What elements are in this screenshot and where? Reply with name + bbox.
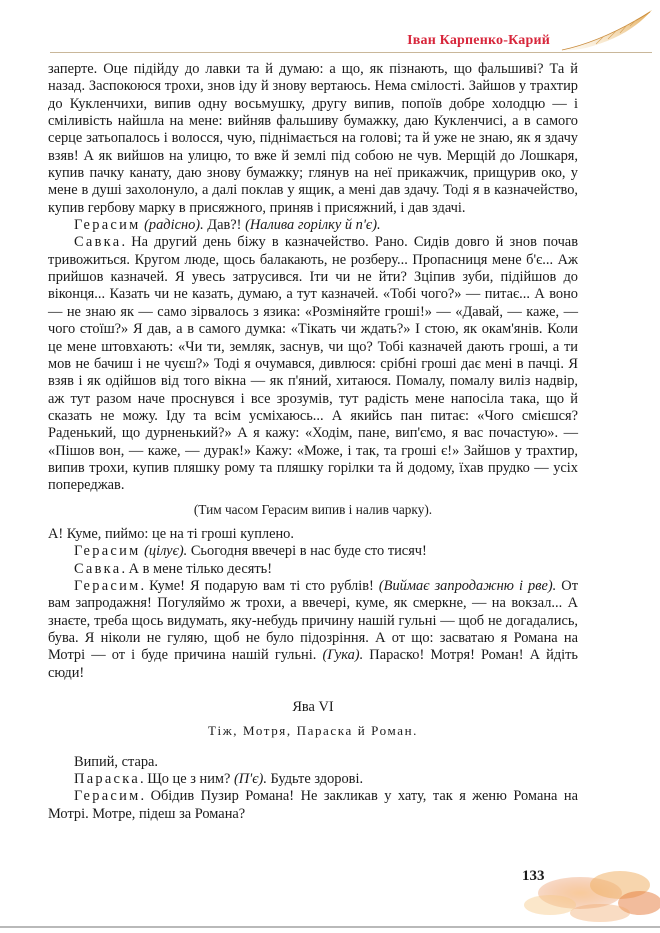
remark: (радісно). <box>144 217 204 234</box>
text-run: Параско! Мотря! Роман! А йдіть сюди! <box>48 647 578 681</box>
text-run: Дав?! <box>203 217 246 234</box>
paragraph <box>48 561 578 578</box>
paragraph <box>48 61 578 217</box>
text-run: . Обідив Пузир Романа! Не закликав у хату, так я женю Романа на Мотрі. Мотре, підеш за Романа? <box>48 788 578 822</box>
scene-cast <box>48 722 578 739</box>
stage-direction <box>48 501 578 518</box>
paragraph <box>48 578 578 682</box>
body-text <box>48 61 578 823</box>
text-run: Будьте здорові. <box>266 771 364 788</box>
speaker-name: Герасим <box>74 543 141 560</box>
paragraph <box>48 543 578 560</box>
text-run: . А в мене тілько десять! <box>121 560 273 577</box>
text-run: А! Куме, пиймо: це на ті гроші куплено. <box>48 525 294 542</box>
remark: (Налива горілку й п'є). <box>245 217 381 234</box>
text-run: Сьогодня ввечері в нас буде сто тисяч! <box>187 543 427 560</box>
paragraph <box>48 217 578 234</box>
scene-heading <box>48 699 578 716</box>
speaker-name: Савка <box>74 560 122 577</box>
autumn-leaves-icon <box>470 845 660 930</box>
page-header <box>0 0 660 56</box>
paragraph <box>48 788 578 823</box>
speaker-name: Савка <box>74 234 122 251</box>
paragraph <box>48 526 578 543</box>
text-run: Тіж, Мотря, Параска й Роман. <box>207 723 419 739</box>
speaker-name: Герасим <box>74 217 141 234</box>
text-run: . На другий день біжу в казначейство. Рано. Сидів довго й знов почав тривожиться. Кругом люде, щось балакають, не розберу... Пропасниця мене б'є... Аж прийшов казначей. Я увесь затрусився. Іти чи не йти? Зціпив зуби, підійшов до віконця... Казать чи не казать, думаю, а тут казначей. «Тобі чого?» — питає... А воно — не знаю як — само зірвалось з язика: «Розміняйте гроші!» — «Давай, — каже, — чого стоїш?» Я дав, а в самого думка: «Тікать чи ждать?» І стою, як окам'янів. Коли це мене штовхають: «Чи ти, земляк, заснув, чи що? Тобі казначей дають гроші, а ти мов не бачиш і не чуєш?» Тоді я очумався, дивлюся: срібні гроші дає мені в пачці. Я взяв і як одійшов від того вікна — як п'яний, хитаюся. Помалу, помалу виліз надвір, аж тут разом наче проснувся і все зрозумів, тут радість мене напосіла така, що й сказать не можу. Іду та всім усміхаюсь... А якийсь пан питає: «Чого смієшся? Раденький, що дурненький?» А я кажу: «Ходім, пане, вип'ємо, я вас почастую». — «Пішов вон, — каже, — дурак!» Кажу: «Може, і так, та гроші є!» Зайшов у трахтир, випив трохи, купив пляшку рому та пляшку горілки та й додому, їхав прудко — усіх попереджав. <box>48 234 578 494</box>
paragraph <box>48 234 578 494</box>
running-title: Іван Карпенко-Карий <box>407 33 550 48</box>
paragraph <box>48 754 578 771</box>
page-number: 133 <box>522 868 545 884</box>
remark: (П'є). <box>233 771 267 788</box>
text-run: заперте. Оце підійду до лавки та й думаю: а що, як пізнають, що фальшиві? Та й назад. Заспокоюся трохи, знов іду й знову вертаюсь. Нема смілості. Зайшов у трахтир до Кукленчихи, випив одну восьмушку, другу випив, попоїв добре холодцю — і сміливість найшла на мене: вийняв фальшиву бумажку, даю Кукленчисі, а в самого серце затьопалось і волосся, чую, піднімається на голові; та й уже не знаю, як я здачу взяв! А як вийшов на улицю, то вже й землі під собою не чув. Мерщій до Лошкаря, купив пачку канату, даю знову бумажку; глянув на неї прикажчик, прищурив око, у мене в душі захолонуло, а далі поклав у ящик, а мені дав здачу. Тоді я в казначейство, купив гербову марку в присяжного, приняв і присяжний, і дав здачі. <box>48 61 578 216</box>
remark: (Виймає запродажню і рве). <box>378 577 557 594</box>
speaker-name: Герасим <box>74 788 141 805</box>
text-run: Випий, стара. <box>74 753 159 770</box>
remark: (Гука). <box>322 647 364 664</box>
text-run: (Тим часом Герасим випив і налив чарку). <box>193 501 433 517</box>
text-run: . Що це з ним? <box>140 771 234 788</box>
speaker-name: Параска <box>74 771 141 788</box>
text-run: . Куме! Я подарую вам ті сто рублів! <box>140 577 379 594</box>
footer-divider <box>0 926 660 928</box>
speaker-name: Герасим <box>74 577 141 594</box>
text-run: Ява VI <box>292 699 334 716</box>
text-run: От вам запродажня! Погуляймо ж трохи, а ввечері, куме, як смеркне, — на вокзал... А знаєте, треба щось видумать, яку-небудь причину нашій гульні — щоб не догадались, бува. Я ніколи не гуляю, щоб не було підозріння. А от що: засватаю я Романа на Мотрі — от і буде причина нашій гульні. <box>48 577 578 664</box>
remark: (цілує). <box>144 543 188 560</box>
paragraph <box>48 771 578 788</box>
feather-icon <box>556 6 656 56</box>
